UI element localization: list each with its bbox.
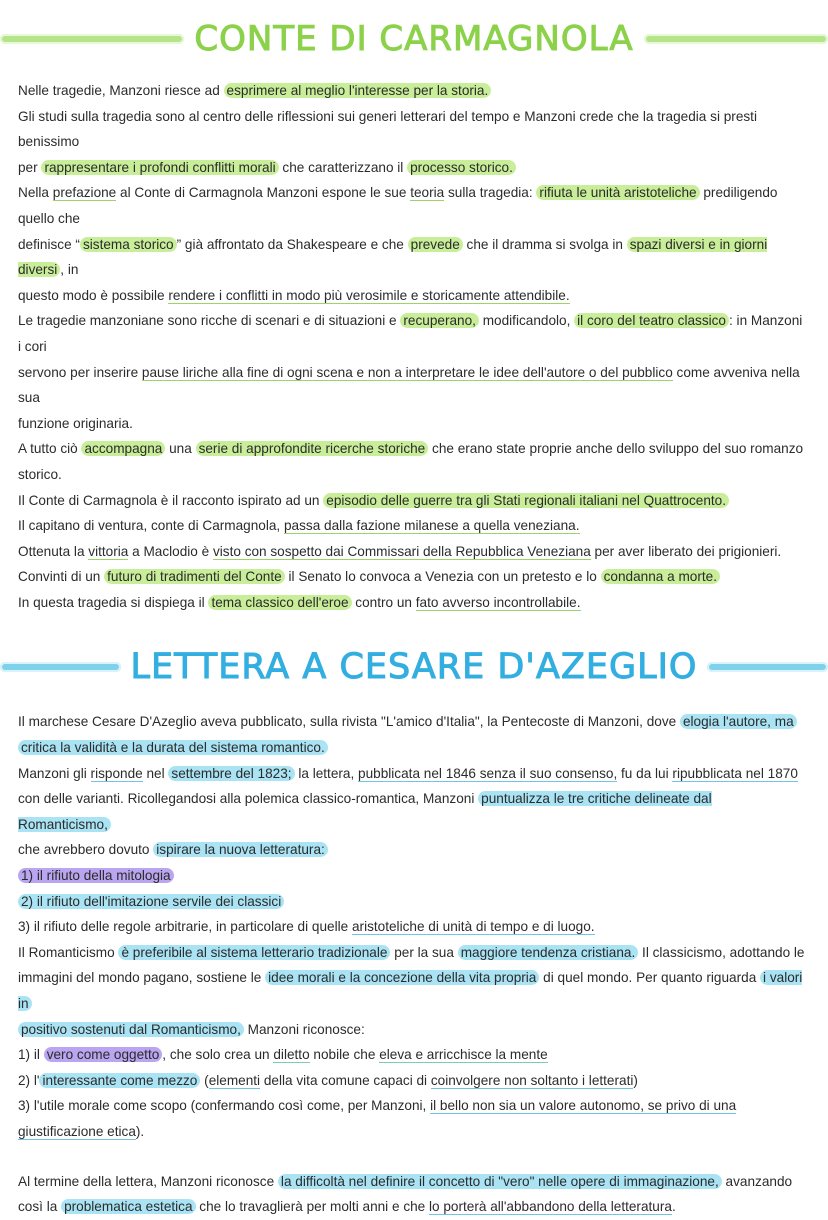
title-bar-left	[0, 662, 121, 672]
title-bar-right	[707, 662, 828, 672]
text-line: Il Conte di Carmagnola è il racconto ispirato ad un episodio delle guerre tra gli Stati regionali italiani nel Quattrocento.	[18, 488, 808, 514]
text-line: 2) il rifiuto dell'imitazione servile dei classici	[18, 889, 808, 915]
section-title-conte: CONTE DI CARMAGNOLA	[194, 19, 634, 59]
section-header-lettera	[0, 635, 828, 699]
text-line: 3) l'utile morale come scopo (confermando così come, per Manzoni, il bello non sia un valore autonomo, se privo di una	[18, 1098, 737, 1114]
text-line: con delle varianti. Ricollegandosi alla polemica classico-romantica, Manzoni puntualizza le tre critiche delineate dal Romanticismo,	[18, 791, 712, 832]
text-line: così la problematica estetica che lo travaglierà per molti anni e che lo porterà all'abbandono della letteratura.	[18, 1199, 676, 1215]
text-line: Ottenuta la vittoria a Maclodio è visto con sospetto dai Commissari della Repubblica Veneziana per aver liberato dei prigionieri.	[18, 543, 782, 559]
text-line: 3) il rifiuto delle regole arbitrarie, in particolare di quelle aristoteliche di unità di tempo e di luogo.	[18, 919, 595, 935]
paragraph-gap	[18, 1145, 808, 1169]
text-line: Al termine della lettera, Manzoni riconosce la difficoltà nel definire il concetto di "vero" nelle opere di immaginazione, avanzando	[18, 1173, 793, 1189]
section-title-lettera: LETTERA A CESARE D'AZEGLIO	[130, 647, 698, 688]
text-line: che avrebbero dovuto ispirare la nuova letteratura:	[18, 837, 808, 863]
text-line: A tutto ciò accompagna una serie di approfondite ricerche storiche che erano state proprie anche dello sviluppo del suo romanzo	[18, 441, 804, 457]
text-line: critica la validità e la durata del sistema romantico.	[18, 735, 808, 761]
text-line: questo modo è possibile rendere i conflitti in modo più verosimile e storicamente attendibile.	[18, 287, 570, 303]
text-line: Manzoni gli risponde nel settembre del 1823; la lettera, pubblicata nel 1846 senza il suo consenso, fu da lui ripubblicata nel 1870	[18, 765, 798, 781]
text-line: Il Romanticismo è preferibile al sistema letterario tradizionale per la sua maggiore tendenza cristiana. Il classicismo, adottando le	[18, 944, 805, 960]
text-line: positivo sostenuti dal Romanticismo, Manzoni riconosce:	[18, 1017, 808, 1043]
text-line: Le tragedie manzoniane sono ricche di scenari e di situazioni e recuperano, modificandolo, il coro del teatro classico : in Manzoni i cori	[18, 313, 803, 354]
text-line: 1) il rifiuto della mitologia	[18, 863, 808, 889]
text-line: per rappresentare i profondi conflitti morali che caratterizzano il processo storico.	[18, 155, 808, 181]
text-line: funzione originaria.	[18, 415, 133, 431]
text-line: Nelle tragedie, Manzoni riesce ad esprimere al meglio l'interesse per la storia.	[18, 78, 808, 104]
section-lettera-body	[0, 699, 828, 1219]
text-line: Il marchese Cesare D'Azeglio aveva pubblicato, sulla rivista "L'amico d'Italia", la Pentecoste di Manzoni, dove elogia l'autore, ma	[18, 709, 808, 735]
section-header-conte	[0, 0, 828, 74]
text-line: giustificazione etica).	[18, 1123, 145, 1139]
section-conte-body	[0, 74, 828, 615]
text-line: 2) l' interessante come mezzo (elementi della vita comune capaci di coinvolgere non soltanto i letterati)	[18, 1072, 638, 1088]
text-line: In questa tragedia si dispiega il tema classico dell'eroe contro un fato avverso incontrollabile.	[18, 594, 581, 610]
title-bar-left	[0, 34, 184, 44]
text-line: immagini del mondo pagano, sostiene le idee morali e la concezione della vita propria di quel mondo. Per quanto riguarda i valori in	[18, 970, 803, 1011]
title-bar-right	[644, 34, 828, 44]
text-line: storico.	[18, 466, 62, 482]
text-line: Il capitano di ventura, conte di Carmagnola, passa dalla fazione milanese a quella veneziana.	[18, 518, 580, 534]
text-line: Nella prefazione al Conte di Carmagnola Manzoni espone le sue teoria sulla tragedia: rifiuta le unità aristoteliche prediligendo quello che	[18, 185, 778, 226]
text-line: definisce “ sistema storico ” già affrontato da Shakespeare e che prevede che il dramma si svolga in spazi diversi e in giorni diversi , in	[18, 236, 768, 278]
text-line: Convinti di un futuro di tradimenti del Conte il Senato lo convoca a Venezia con un pretesto e lo condanna a morte.	[18, 564, 808, 590]
text-line: 1) il vero come oggetto , che solo crea un diletto nobile che eleva e arricchisce la mente	[18, 1047, 548, 1063]
text-line: servono per inserire pause liriche alla fine di ogni scena e non a interpretare le idee dell'autore o del pubblico come avveniva nella sua	[18, 364, 800, 406]
text-line: Gli studi sulla tragedia sono al centro delle riflessioni sui generi letterari del tempo e Manzoni crede che la tragedia si presti benissimo	[18, 108, 757, 150]
